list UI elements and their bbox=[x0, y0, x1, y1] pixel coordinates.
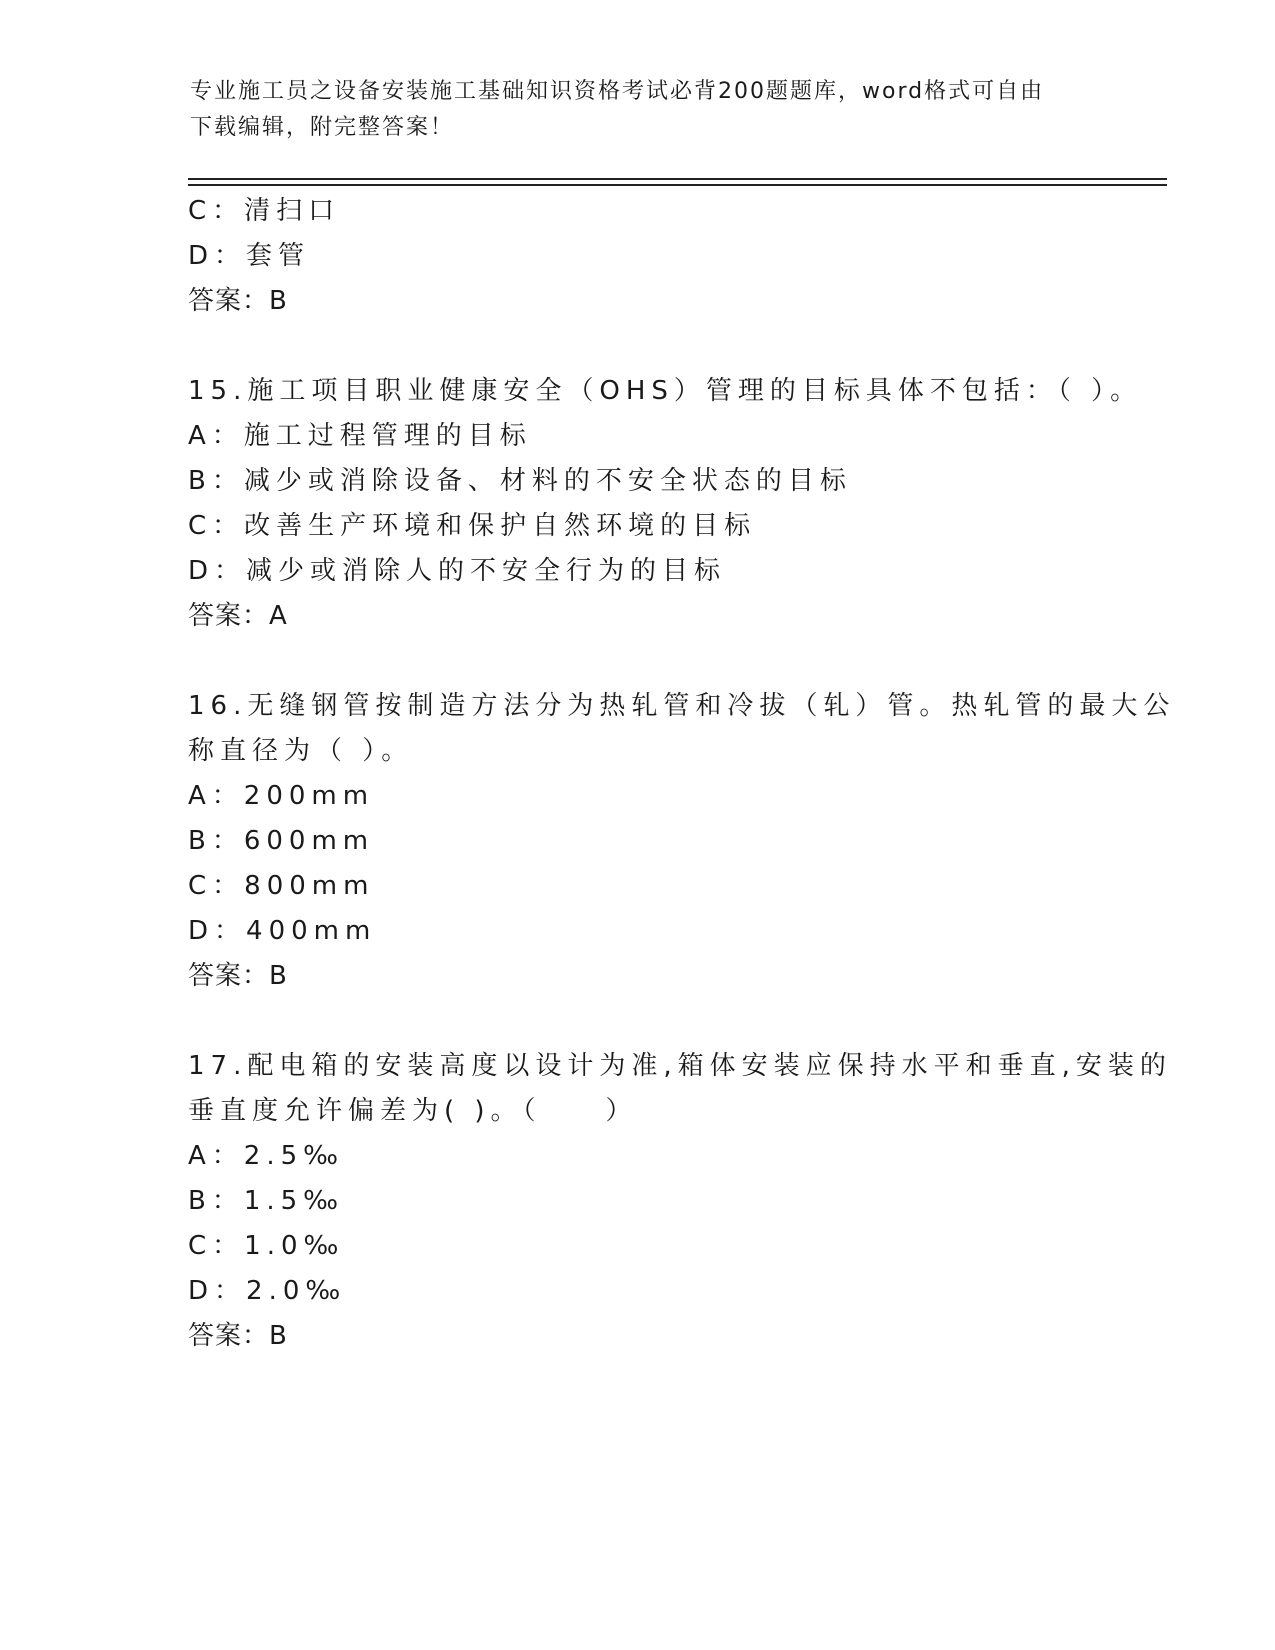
document-header bbox=[190, 74, 1090, 146]
header-title-line-2: 下载编辑，附完整答案！ bbox=[190, 115, 455, 140]
prev-answer: 答案：B bbox=[188, 286, 288, 316]
q17-answer: 答案：B bbox=[188, 1321, 288, 1351]
header-divider-top bbox=[188, 178, 1167, 180]
q16-option-d: D：400mm bbox=[188, 916, 377, 946]
q16-answer: 答案：B bbox=[188, 961, 288, 991]
q16-stem-line-2: 称直径为（ ）。 bbox=[188, 736, 414, 766]
q17-stem-line-1: 17.配电箱的安装高度以设计为准,箱体安装应保持水平和垂直,安装的 bbox=[188, 1051, 1172, 1081]
prev-option-c: C：清扫口 bbox=[188, 196, 341, 226]
q16-option-c: C：800mm bbox=[188, 871, 375, 901]
q16-stem-line-1: 16.无缝钢管按制造方法分为热轧管和冷拔（轧）管。热轧管的最大公 bbox=[188, 691, 1176, 721]
q17-option-b: B：1.5‰ bbox=[188, 1186, 345, 1216]
q15-option-a: A：施工过程管理的目标 bbox=[188, 421, 532, 451]
q15-option-b: B：减少或消除设备、材料的不安全状态的目标 bbox=[188, 466, 852, 496]
header-divider-bottom bbox=[188, 184, 1167, 186]
q17-stem-line-2: 垂直度允许偏差为( )。（ ） bbox=[188, 1096, 638, 1126]
q16-option-b: B：600mm bbox=[188, 826, 375, 856]
header-title-line-1: 专业施工员之设备安装施工基础知识资格考试必背200题题库，word格式可自由 bbox=[190, 79, 1045, 104]
q15-answer: 答案：A bbox=[188, 601, 288, 631]
prev-option-d: D：套管 bbox=[188, 241, 311, 271]
q17-option-a: A：2.5‰ bbox=[188, 1141, 345, 1171]
q17-option-c: C：1.0‰ bbox=[188, 1231, 345, 1261]
q17-option-d: D：2.0‰ bbox=[188, 1276, 347, 1306]
q16-option-a: A：200mm bbox=[188, 781, 375, 811]
q15-stem: 15.施工项目职业健康安全（OHS）管理的目标具体不包括：（ ）。 bbox=[188, 376, 1143, 406]
q15-option-c: C：改善生产环境和保护自然环境的目标 bbox=[188, 511, 757, 541]
q15-option-d: D：减少或消除人的不安全行为的目标 bbox=[188, 556, 727, 586]
